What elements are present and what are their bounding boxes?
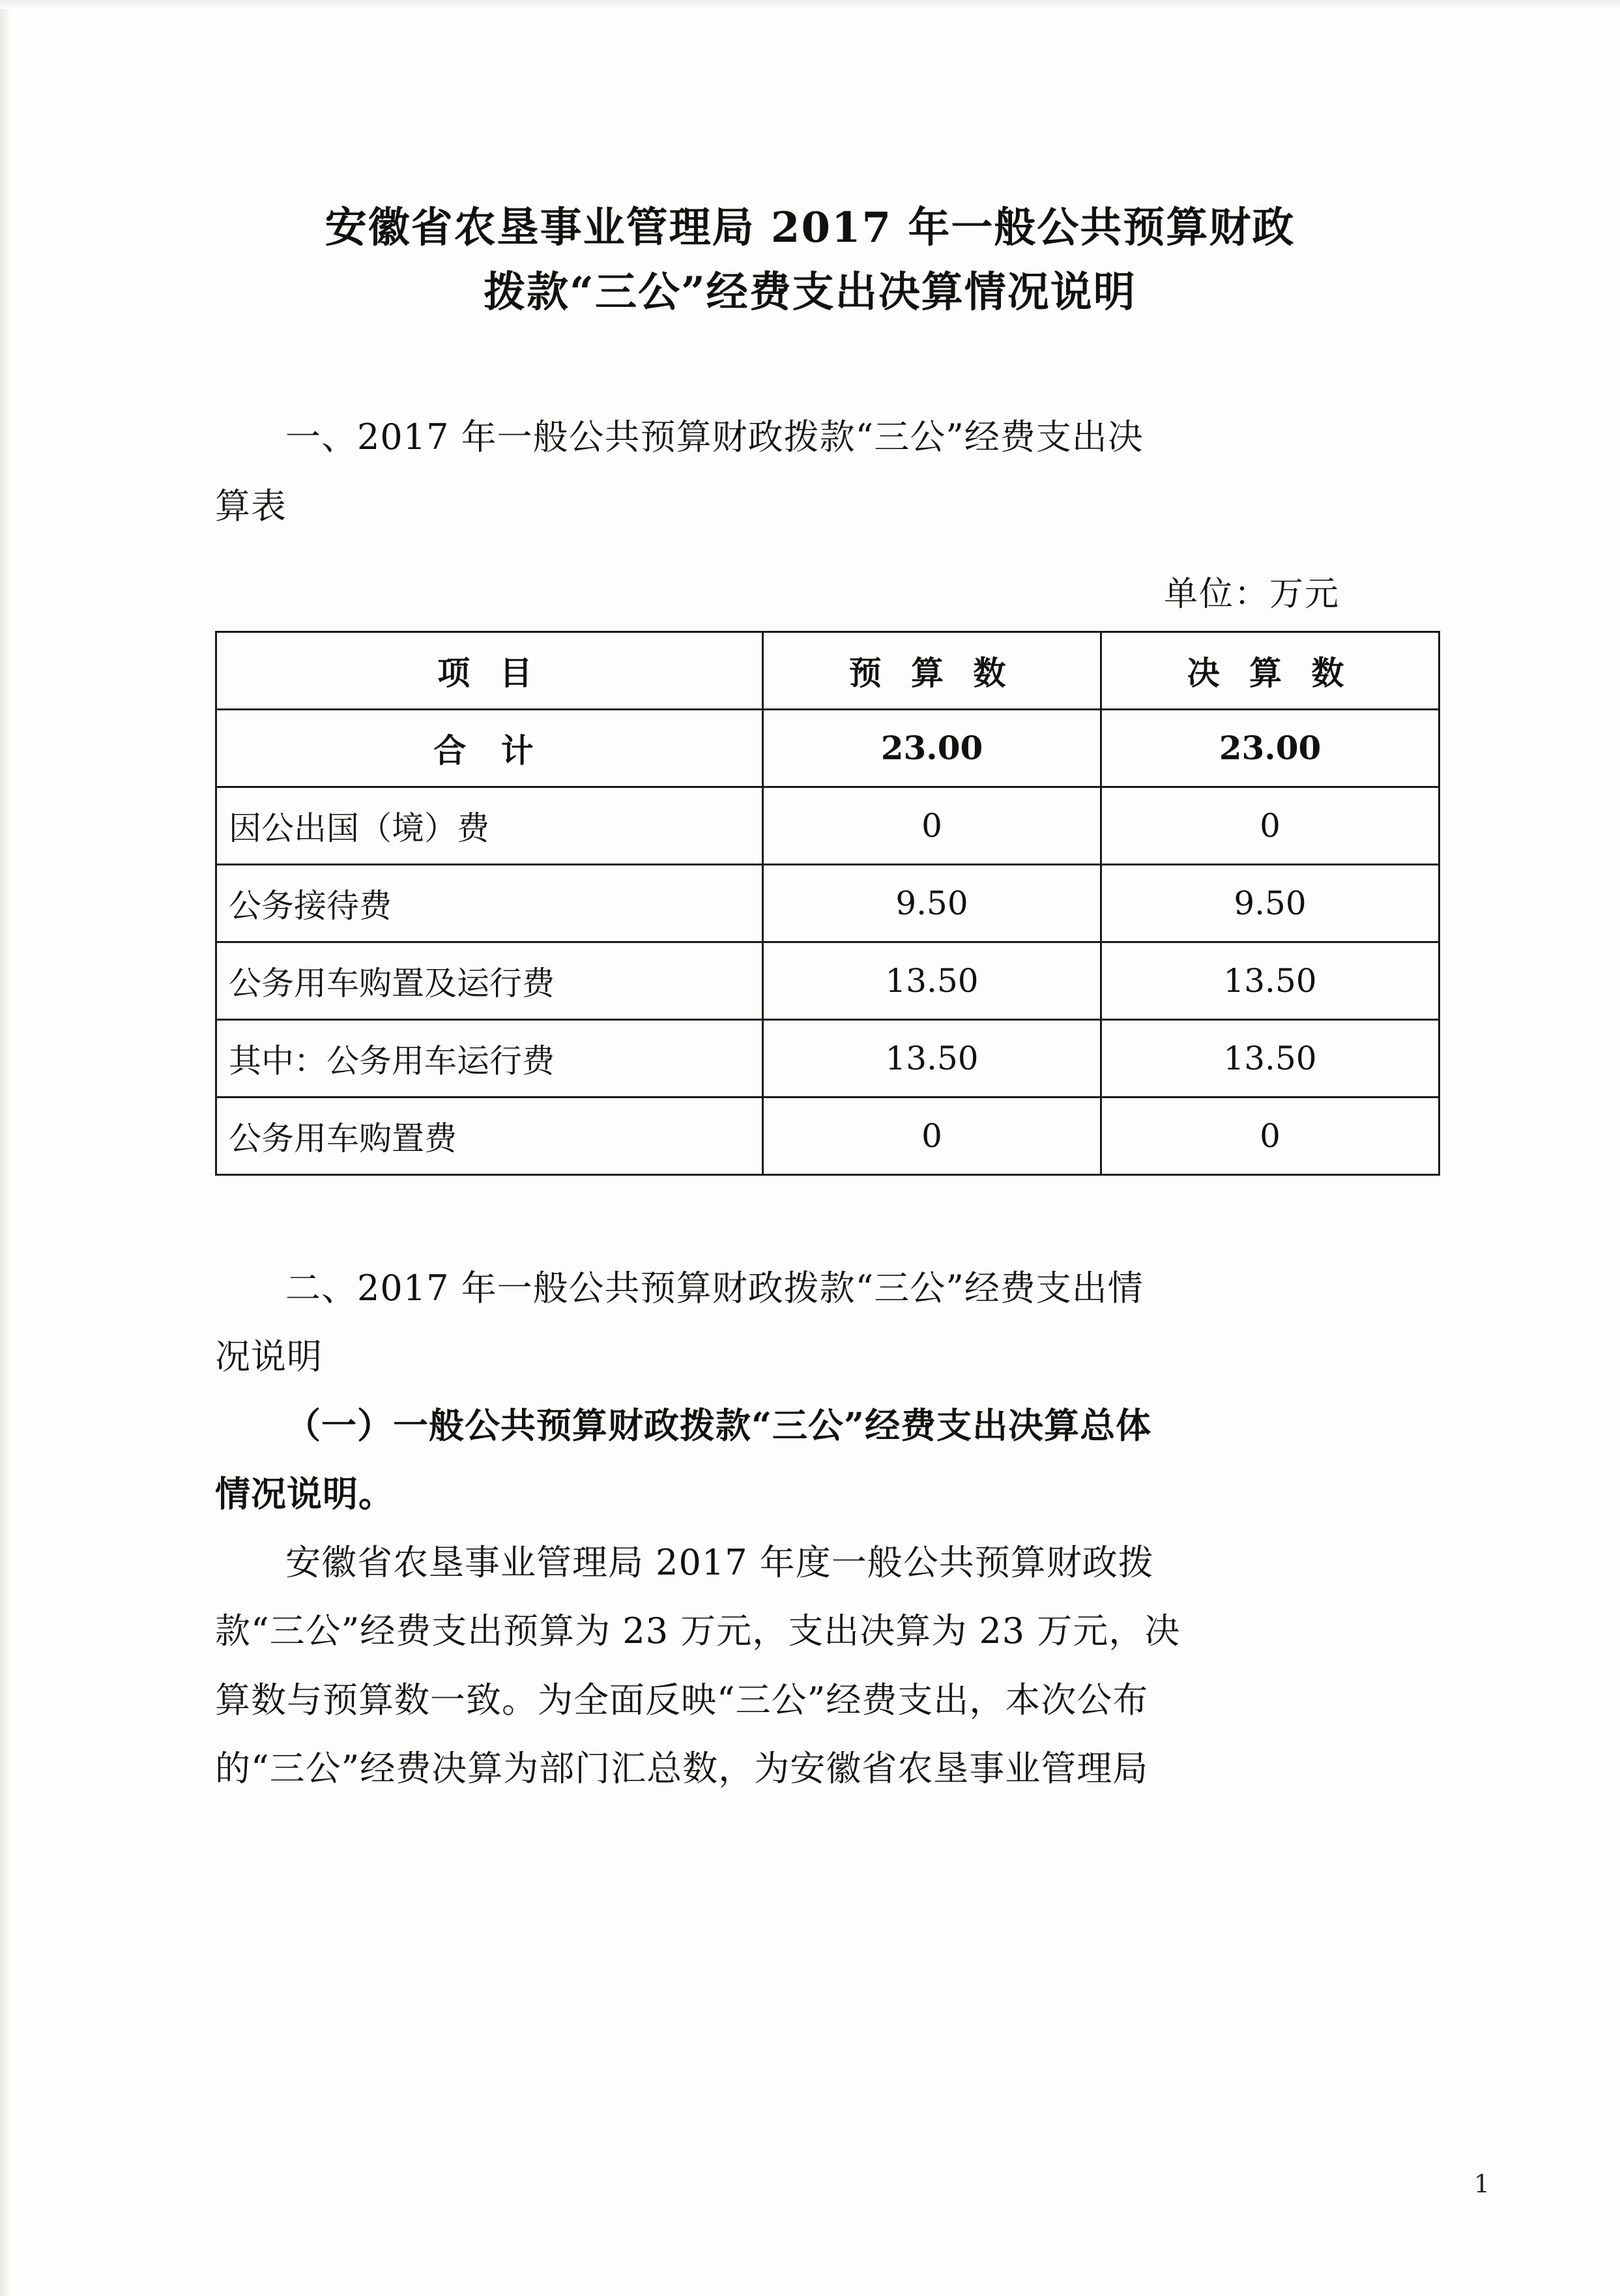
table-cell-final: 13.50 [1101,942,1439,1019]
scan-edge-left [0,0,10,2296]
table-cell-item: 公务用车购置及运行费 [216,942,763,1019]
page-number: 1 [1473,2170,1490,2198]
table-header-item: 项 目 [216,632,763,709]
table-unit-label: 单位：万元 [1163,574,1340,614]
table-cell-budget: 0 [763,1097,1101,1174]
table-cell-final: 23.00 [1101,709,1439,787]
table-cell-final: 0 [1101,1097,1439,1174]
table-header-budget: 预 算 数 [763,632,1101,709]
table-row [216,709,1439,787]
subsection-1-heading-line-2: 情况说明。 [215,1472,394,1515]
table-cell-item: 其中：公务用车运行费 [216,1019,763,1097]
body-paragraph-line-3: 算数与预算数一致。为全面反映“三公”经费支出，本次公布 [215,1679,1149,1721]
scan-edge-top [0,0,1620,9]
table-row [216,1097,1439,1174]
section-2-heading-line-1: 二、2017 年一般公共预算财政拨款“三公”经费支出情 [285,1267,1144,1309]
table-cell-budget: 0 [763,787,1101,864]
table-cell-final: 0 [1101,787,1439,864]
table-cell-budget: 13.50 [763,942,1101,1019]
table-cell-budget: 13.50 [763,1019,1101,1097]
page-title [254,196,1366,325]
section-1-heading-line-2: 算表 [215,485,287,527]
subsection-1-heading-line-1: （一）一般公共预算财政拨款“三公”经费支出决算总体 [285,1404,1152,1446]
table-header-final: 决 算 数 [1101,632,1439,709]
body-paragraph-line-2: 款“三公”经费支出预算为 23 万元，支出决算为 23 万元，决 [215,1610,1181,1652]
table-cell-item: 公务接待费 [216,864,763,942]
table-cell-final: 13.50 [1101,1019,1439,1097]
table-cell-budget: 23.00 [763,709,1101,787]
page-title-line-1: 安徽省农垦事业管理局 2017 年一般公共预算财政 [325,203,1295,252]
section-2-heading-line-2: 况说明 [215,1336,323,1378]
table-cell-item: 合 计 [216,709,763,787]
table-row [216,1019,1439,1097]
body-paragraph-line-4: 的“三公”经费决算为部门汇总数，为安徽省农垦事业管理局 [215,1748,1149,1790]
section-1-heading-line-1: 一、2017 年一般公共预算财政拨款“三公”经费支出决 [285,416,1144,458]
table-cell-budget: 9.50 [763,864,1101,942]
table-row [216,864,1439,942]
table-row [216,787,1439,864]
body-paragraph-line-1: 安徽省农垦事业管理局 2017 年度一般公共预算财政拨 [285,1542,1154,1584]
page-title-line-2: 拨款“三公”经费支出决算情况说明 [484,268,1136,317]
table-row [216,942,1439,1019]
table-cell-item: 因公出国（境）费 [216,787,763,864]
three-public-expense-table [215,631,1440,1176]
table-cell-item: 公务用车购置费 [216,1097,763,1174]
table-cell-final: 9.50 [1101,864,1439,942]
table-header-row [216,632,1439,709]
